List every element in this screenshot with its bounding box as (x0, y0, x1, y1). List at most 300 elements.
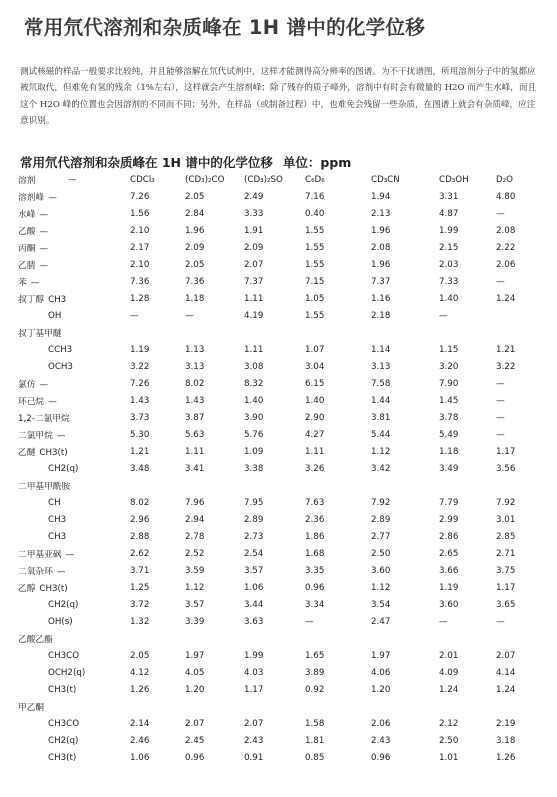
proton-group: CH3(t) (48, 752, 77, 763)
shift-value: 2.15 (439, 242, 459, 253)
table-row (18, 579, 548, 596)
row-label (18, 341, 130, 358)
shift-value: 1.19 (439, 582, 459, 593)
row-label (18, 664, 130, 681)
table-row (18, 732, 548, 749)
shift-value: 3.48 (130, 463, 150, 474)
shift-value: 2.13 (371, 208, 391, 219)
table-row (18, 307, 548, 324)
shift-value: — (439, 616, 448, 627)
shift-value: 2.45 (185, 735, 205, 746)
row-label (18, 273, 130, 290)
row-label (18, 205, 130, 222)
table-row (18, 392, 548, 409)
table-row (18, 426, 548, 443)
shift-value: 1.01 (439, 752, 459, 763)
shift-value: 2.54 (244, 548, 264, 559)
shift-value: 6.15 (305, 378, 325, 389)
shift-value: 1.81 (305, 735, 325, 746)
header-cell: CDCl₃ (130, 174, 155, 185)
shift-value: 7.36 (185, 276, 205, 287)
shift-value: 1.12 (371, 582, 391, 593)
proton-group: — (39, 379, 49, 390)
row-label (18, 409, 130, 426)
shift-value: 2.49 (244, 191, 264, 202)
shift-value: — (496, 429, 505, 440)
shift-value: 3.18 (496, 735, 516, 746)
compound-name: 苯 (18, 277, 27, 288)
shift-value: 1.17 (244, 684, 264, 695)
table-row (18, 613, 548, 630)
shift-value: 3.08 (244, 361, 264, 372)
table-row (18, 664, 548, 681)
shift-value (496, 307, 548, 324)
shift-value: 1.28 (130, 293, 150, 304)
shift-value: 1.16 (371, 293, 391, 304)
shift-value: 0.92 (305, 684, 325, 695)
shift-value: 2.84 (185, 208, 205, 219)
shift-value: 1.21 (130, 446, 150, 457)
shift-value: 5.44 (371, 429, 391, 440)
proton-group: — (39, 243, 49, 254)
proton-group: CH2(q) (48, 599, 79, 610)
shift-value: 1.12 (371, 446, 391, 457)
shift-value: 2.19 (496, 718, 516, 729)
table-header-row (18, 171, 548, 188)
shift-value: 2.94 (185, 514, 205, 525)
shift-value: — (496, 616, 505, 627)
shift-value: 2.03 (439, 259, 459, 270)
shift-value: 4.27 (305, 429, 325, 440)
shift-value: 2.09 (244, 242, 264, 253)
shift-value: 2.07 (185, 718, 205, 729)
header-cell: (CD₃)₂CO (185, 174, 225, 185)
shift-value: 4.05 (185, 667, 205, 678)
shift-value: 7.33 (439, 276, 459, 287)
shift-value: 1.06 (130, 752, 150, 763)
shift-value: 3.56 (496, 463, 516, 474)
shift-value: 2.77 (371, 531, 391, 542)
shift-value: 2.52 (185, 548, 205, 559)
row-label (18, 528, 130, 545)
shift-value: — (305, 616, 314, 627)
shift-value: 3.73 (130, 412, 150, 423)
table-row (18, 647, 548, 664)
shift-value: 4.14 (496, 667, 516, 678)
compound-name: 叔丁醇 (18, 294, 45, 305)
table-row (18, 273, 548, 290)
shift-value: 4.12 (130, 667, 150, 678)
shift-value: 1.26 (496, 752, 516, 763)
shift-value: 1.21 (496, 344, 516, 355)
shift-value: 2.06 (496, 259, 516, 270)
shift-value: 2.73 (244, 531, 264, 542)
shift-value: 3.60 (439, 599, 459, 610)
row-label (18, 749, 130, 766)
shift-value: 3.75 (496, 565, 516, 576)
row-label (18, 647, 130, 664)
row-label (18, 426, 130, 443)
shift-value: 3.57 (185, 599, 205, 610)
shift-value: 1.40 (439, 293, 459, 304)
shift-value: 4.87 (439, 208, 459, 219)
shift-value: 2.50 (439, 735, 459, 746)
shift-value: 3.41 (185, 463, 205, 474)
shift-value: 2.07 (244, 259, 264, 270)
proton-group: CH2(q) (48, 463, 79, 474)
shift-value: 2.10 (130, 225, 150, 236)
shift-value: 3.35 (305, 565, 325, 576)
shift-value: 2.36 (305, 514, 325, 525)
row-label (18, 715, 130, 732)
shift-value: 7.79 (439, 497, 459, 508)
proton-group: OH(s) (48, 616, 73, 627)
shift-value: 1.24 (439, 684, 459, 695)
shift-value: 0.91 (244, 752, 264, 763)
shift-value: 1.05 (305, 293, 325, 304)
shift-value: 1.91 (244, 225, 264, 236)
row-label (18, 188, 130, 205)
table-row (18, 188, 548, 205)
table-body (18, 188, 548, 766)
table-row (18, 341, 548, 358)
shift-value: 1.43 (130, 395, 150, 406)
proton-group: — (56, 566, 66, 577)
shift-value: 2.14 (130, 718, 150, 729)
shift-value: 0.40 (305, 208, 325, 219)
table-row (18, 528, 548, 545)
table-row (18, 511, 548, 528)
header-cell: C₆D₆ (305, 174, 325, 185)
shift-value: 3.44 (244, 599, 264, 610)
shift-value: 3.63 (244, 616, 264, 627)
shift-value: 1.15 (439, 344, 459, 355)
shift-value: 2.86 (439, 531, 459, 542)
shift-value: 3.78 (439, 412, 459, 423)
section-row (18, 324, 548, 341)
shift-value: 5.30 (130, 429, 150, 440)
shift-value: 1.43 (185, 395, 205, 406)
proton-group: CH3(t) (39, 583, 68, 594)
unit-label: 单位：ppm (282, 155, 352, 170)
shift-value: 2.85 (496, 531, 516, 542)
shift-value: 1.11 (305, 446, 325, 457)
table-row (18, 409, 548, 426)
shift-value: 3.33 (244, 208, 264, 219)
shift-value: 4.19 (244, 310, 264, 321)
proton-group: — (48, 192, 57, 203)
shift-value: 2.01 (439, 650, 459, 661)
shift-value: 1.24 (496, 684, 516, 695)
section-row (18, 698, 548, 715)
shift-value: 3.42 (371, 463, 391, 474)
shift-value: 2.62 (130, 548, 150, 559)
shift-value: 2.89 (244, 514, 264, 525)
row-label (18, 562, 130, 579)
header-cell: CD₃CN (371, 174, 400, 185)
shift-value: 1.55 (305, 242, 325, 253)
shift-value: 2.89 (371, 514, 391, 525)
shift-value: 3.22 (496, 361, 516, 372)
shift-value: 7.36 (130, 276, 150, 287)
table-row (18, 596, 548, 613)
shift-value: 1.68 (305, 548, 325, 559)
table-title: 常用氘代溶剂和杂质峰在 1H 谱中的化学位移 (20, 155, 273, 170)
proton-group: CH3(t) (39, 447, 68, 458)
proton-group: CH (48, 497, 61, 508)
row-label (18, 239, 130, 256)
row-label (18, 681, 130, 698)
proton-group: CH3(t) (48, 684, 77, 695)
shift-value: 8.32 (244, 378, 264, 389)
shift-value: — (185, 310, 194, 321)
row-label (18, 307, 130, 324)
proton-group: OCH3 (48, 361, 73, 372)
shift-value: 1.12 (185, 582, 205, 593)
shift-value: 2.09 (185, 242, 205, 253)
shift-value: 5.76 (244, 429, 264, 440)
shift-value: 3.87 (185, 412, 205, 423)
shift-value: — (496, 412, 505, 423)
table-row (18, 460, 548, 477)
compound-name: 水峰 (18, 209, 36, 220)
shift-value: 7.92 (496, 497, 516, 508)
compound-name: 乙酸 (18, 226, 36, 237)
shift-value: 2.46 (130, 735, 150, 746)
shift-value: 2.78 (185, 531, 205, 542)
row-label (18, 443, 130, 460)
shift-value: 1.09 (244, 446, 264, 457)
table-heading (20, 153, 540, 171)
shift-value: 2.47 (371, 616, 391, 627)
row-label (18, 732, 130, 749)
shift-value: 3.71 (130, 565, 150, 576)
intro-paragraph: 测试核磁的样品一般要求比较纯，并且能够溶解在氘代试剂中，这样才能测得高分辨率的图谱。为不干扰谱图，所用溶剂分子中的氢都应被氘取代，但难免有氢的残余（1%左右），这样就会产生溶剂峰；除了残存的质子峰外，溶剂中有时会有微量的 H2O 而产生水峰，而且这个 H2O 峰的位置也会因溶剂的不同而不同；另外，在样品（或制备过程）中，也难免会残留一些杂质，在图谱上就会有杂质峰，应注意识别。 (20, 67, 537, 126)
proton-group: — (39, 260, 49, 271)
shift-value: 2.43 (371, 735, 391, 746)
proton-group: — (39, 226, 49, 237)
row-label (18, 290, 130, 307)
shift-value: — (496, 395, 505, 406)
shift-value: 2.50 (371, 548, 391, 559)
shift-value: 1.17 (496, 446, 516, 457)
proton-group: OH (48, 310, 62, 321)
shift-value: 1.45 (439, 395, 459, 406)
shift-value: 3.65 (496, 599, 516, 610)
shift-value: 3.01 (496, 514, 516, 525)
shift-value: 2.05 (185, 191, 205, 202)
table-row (18, 562, 548, 579)
shift-value: 3.60 (371, 565, 391, 576)
proton-group: CH2(q) (48, 735, 79, 746)
shift-value: 1.18 (185, 293, 205, 304)
shift-value: 2.10 (130, 259, 150, 270)
shift-value: 1.55 (305, 310, 325, 321)
shift-value: 3.34 (305, 599, 325, 610)
shift-value: 2.99 (439, 514, 459, 525)
header-cell: (CD₃)₂SO (244, 174, 283, 185)
shift-value: 7.90 (439, 378, 459, 389)
shift-value: 3.13 (371, 361, 391, 372)
shift-value: 5.63 (185, 429, 205, 440)
shift-value: 2.43 (244, 735, 264, 746)
proton-group: — (30, 277, 40, 288)
shift-value: 3.04 (305, 361, 325, 372)
shift-value: 2.65 (439, 548, 459, 559)
shift-value: 1.58 (305, 718, 325, 729)
shift-value: 3.49 (439, 463, 459, 474)
row-label (18, 613, 130, 630)
shift-value: 7.58 (371, 378, 391, 389)
shift-value: 7.63 (305, 497, 325, 508)
shift-value: 1.55 (305, 259, 325, 270)
section-row (18, 477, 548, 494)
shift-value: 1.13 (185, 344, 205, 355)
shift-value: 1.55 (305, 225, 325, 236)
shift-value: 0.85 (305, 752, 325, 763)
shift-value: 3.81 (371, 412, 391, 423)
compound-name: 丙酮 (18, 243, 36, 254)
header-cell: CD₃OH (439, 174, 469, 185)
shift-value: 2.90 (305, 412, 325, 423)
shift-value: 1.86 (305, 531, 325, 542)
shift-value: 5.49 (439, 429, 459, 440)
shift-value: 1.14 (371, 344, 391, 355)
header-cell: D₂O (496, 174, 514, 185)
table-row (18, 494, 548, 511)
proton-group: — (48, 396, 57, 407)
shift-value: 2.22 (496, 242, 516, 253)
shift-value: 1.06 (244, 582, 264, 593)
shift-value: 4.09 (439, 667, 459, 678)
compound-name: 二氧杂环 (18, 566, 53, 577)
shift-value: 3.22 (130, 361, 150, 372)
shift-value: 8.02 (130, 497, 150, 508)
proton-group: — (56, 430, 66, 441)
shift-value: 1.65 (305, 650, 325, 661)
row-label (18, 511, 130, 528)
shift-value: 2.07 (244, 718, 264, 729)
shift-value: 3.38 (244, 463, 264, 474)
table-row (18, 290, 548, 307)
page-title: 常用氘代溶剂和杂质峰在 1H 谱中的化学位移 (24, 16, 426, 39)
shift-value: 1.19 (130, 344, 150, 355)
shift-value: 4.80 (496, 191, 516, 202)
compound-name: 乙醇 (18, 583, 36, 594)
proton-group: OCH2(q) (48, 667, 86, 678)
shift-value: 3.26 (305, 463, 325, 474)
compound-name: 乙腈 (18, 260, 36, 271)
section-label: 甲乙酮 (18, 702, 45, 713)
row-label (18, 596, 130, 613)
shift-value: 3.39 (185, 616, 205, 627)
shift-value: — (496, 378, 505, 389)
shift-value: 7.37 (371, 276, 391, 287)
compound-name: 环己烷 (18, 396, 45, 407)
shift-value: 2.07 (496, 650, 516, 661)
shift-value: 1.24 (496, 293, 516, 304)
shift-value: 3.20 (439, 361, 459, 372)
table-row (18, 205, 548, 222)
shift-value: 2.17 (130, 242, 150, 253)
shift-value: 2.05 (185, 259, 205, 270)
chemical-shift-table (18, 171, 548, 766)
table-row (18, 545, 548, 562)
table-row (18, 375, 548, 392)
shift-value: 1.11 (185, 446, 205, 457)
proton-group: — (65, 549, 75, 560)
shift-value: 3.31 (439, 191, 459, 202)
compound-name: 1,2-二氯甲烷 (18, 413, 70, 424)
shift-value: — (496, 276, 505, 287)
shift-value: 1.20 (371, 684, 391, 695)
shift-value: 1.17 (496, 582, 516, 593)
shift-value: 2.08 (496, 225, 516, 236)
proton-group: CH3 (48, 514, 67, 525)
row-label (18, 222, 130, 239)
table-row (18, 358, 548, 375)
table-row (18, 443, 548, 460)
row-label (18, 358, 130, 375)
shift-value: 1.18 (439, 446, 459, 457)
shift-value: 7.26 (130, 378, 150, 389)
table-row (18, 681, 548, 698)
shift-value: 1.97 (185, 650, 205, 661)
row-label (18, 579, 130, 596)
shift-value: 1.20 (185, 684, 205, 695)
shift-value: 3.72 (130, 599, 150, 610)
shift-value: 4.06 (371, 667, 391, 678)
row-label (18, 392, 130, 409)
compound-name: 乙醚 (18, 447, 36, 458)
shift-value: 1.26 (130, 684, 150, 695)
shift-value: — (130, 310, 139, 321)
shift-value: 1.25 (130, 582, 150, 593)
shift-value: 3.54 (371, 599, 391, 610)
proton-group: — (39, 209, 49, 220)
shift-value: 2.06 (371, 718, 391, 729)
proton-group: CCH3 (48, 344, 73, 355)
shift-value: 4.03 (244, 667, 264, 678)
shift-value: 1.11 (244, 293, 264, 304)
shift-value: 7.37 (244, 276, 264, 287)
shift-value: 2.08 (371, 242, 391, 253)
header-cell: 溶剂 (18, 175, 36, 186)
shift-value: 0.96 (185, 752, 205, 763)
table-row (18, 715, 548, 732)
shift-value: 1.99 (439, 225, 459, 236)
shift-value: 1.11 (244, 344, 264, 355)
shift-value: 0.96 (305, 582, 325, 593)
shift-value: 1.96 (371, 259, 391, 270)
section-label: 二甲基甲酰胺 (18, 481, 71, 492)
shift-value: 1.56 (130, 208, 150, 219)
row-label (18, 375, 130, 392)
shift-value: — (439, 310, 448, 321)
shift-value: 7.16 (305, 191, 325, 202)
compound-name: 溶剂峰 (18, 192, 45, 203)
proton-group: CH3CO (48, 718, 80, 729)
table-row (18, 222, 548, 239)
shift-value: 3.59 (185, 565, 205, 576)
shift-value: 2.71 (496, 548, 516, 559)
shift-value: 1.94 (371, 191, 391, 202)
shift-value: 7.96 (185, 497, 205, 508)
shift-value: 3.57 (244, 565, 264, 576)
compound-name: 二氯甲烷 (18, 430, 53, 441)
shift-value: 2.05 (130, 650, 150, 661)
shift-value: 3.90 (244, 412, 264, 423)
